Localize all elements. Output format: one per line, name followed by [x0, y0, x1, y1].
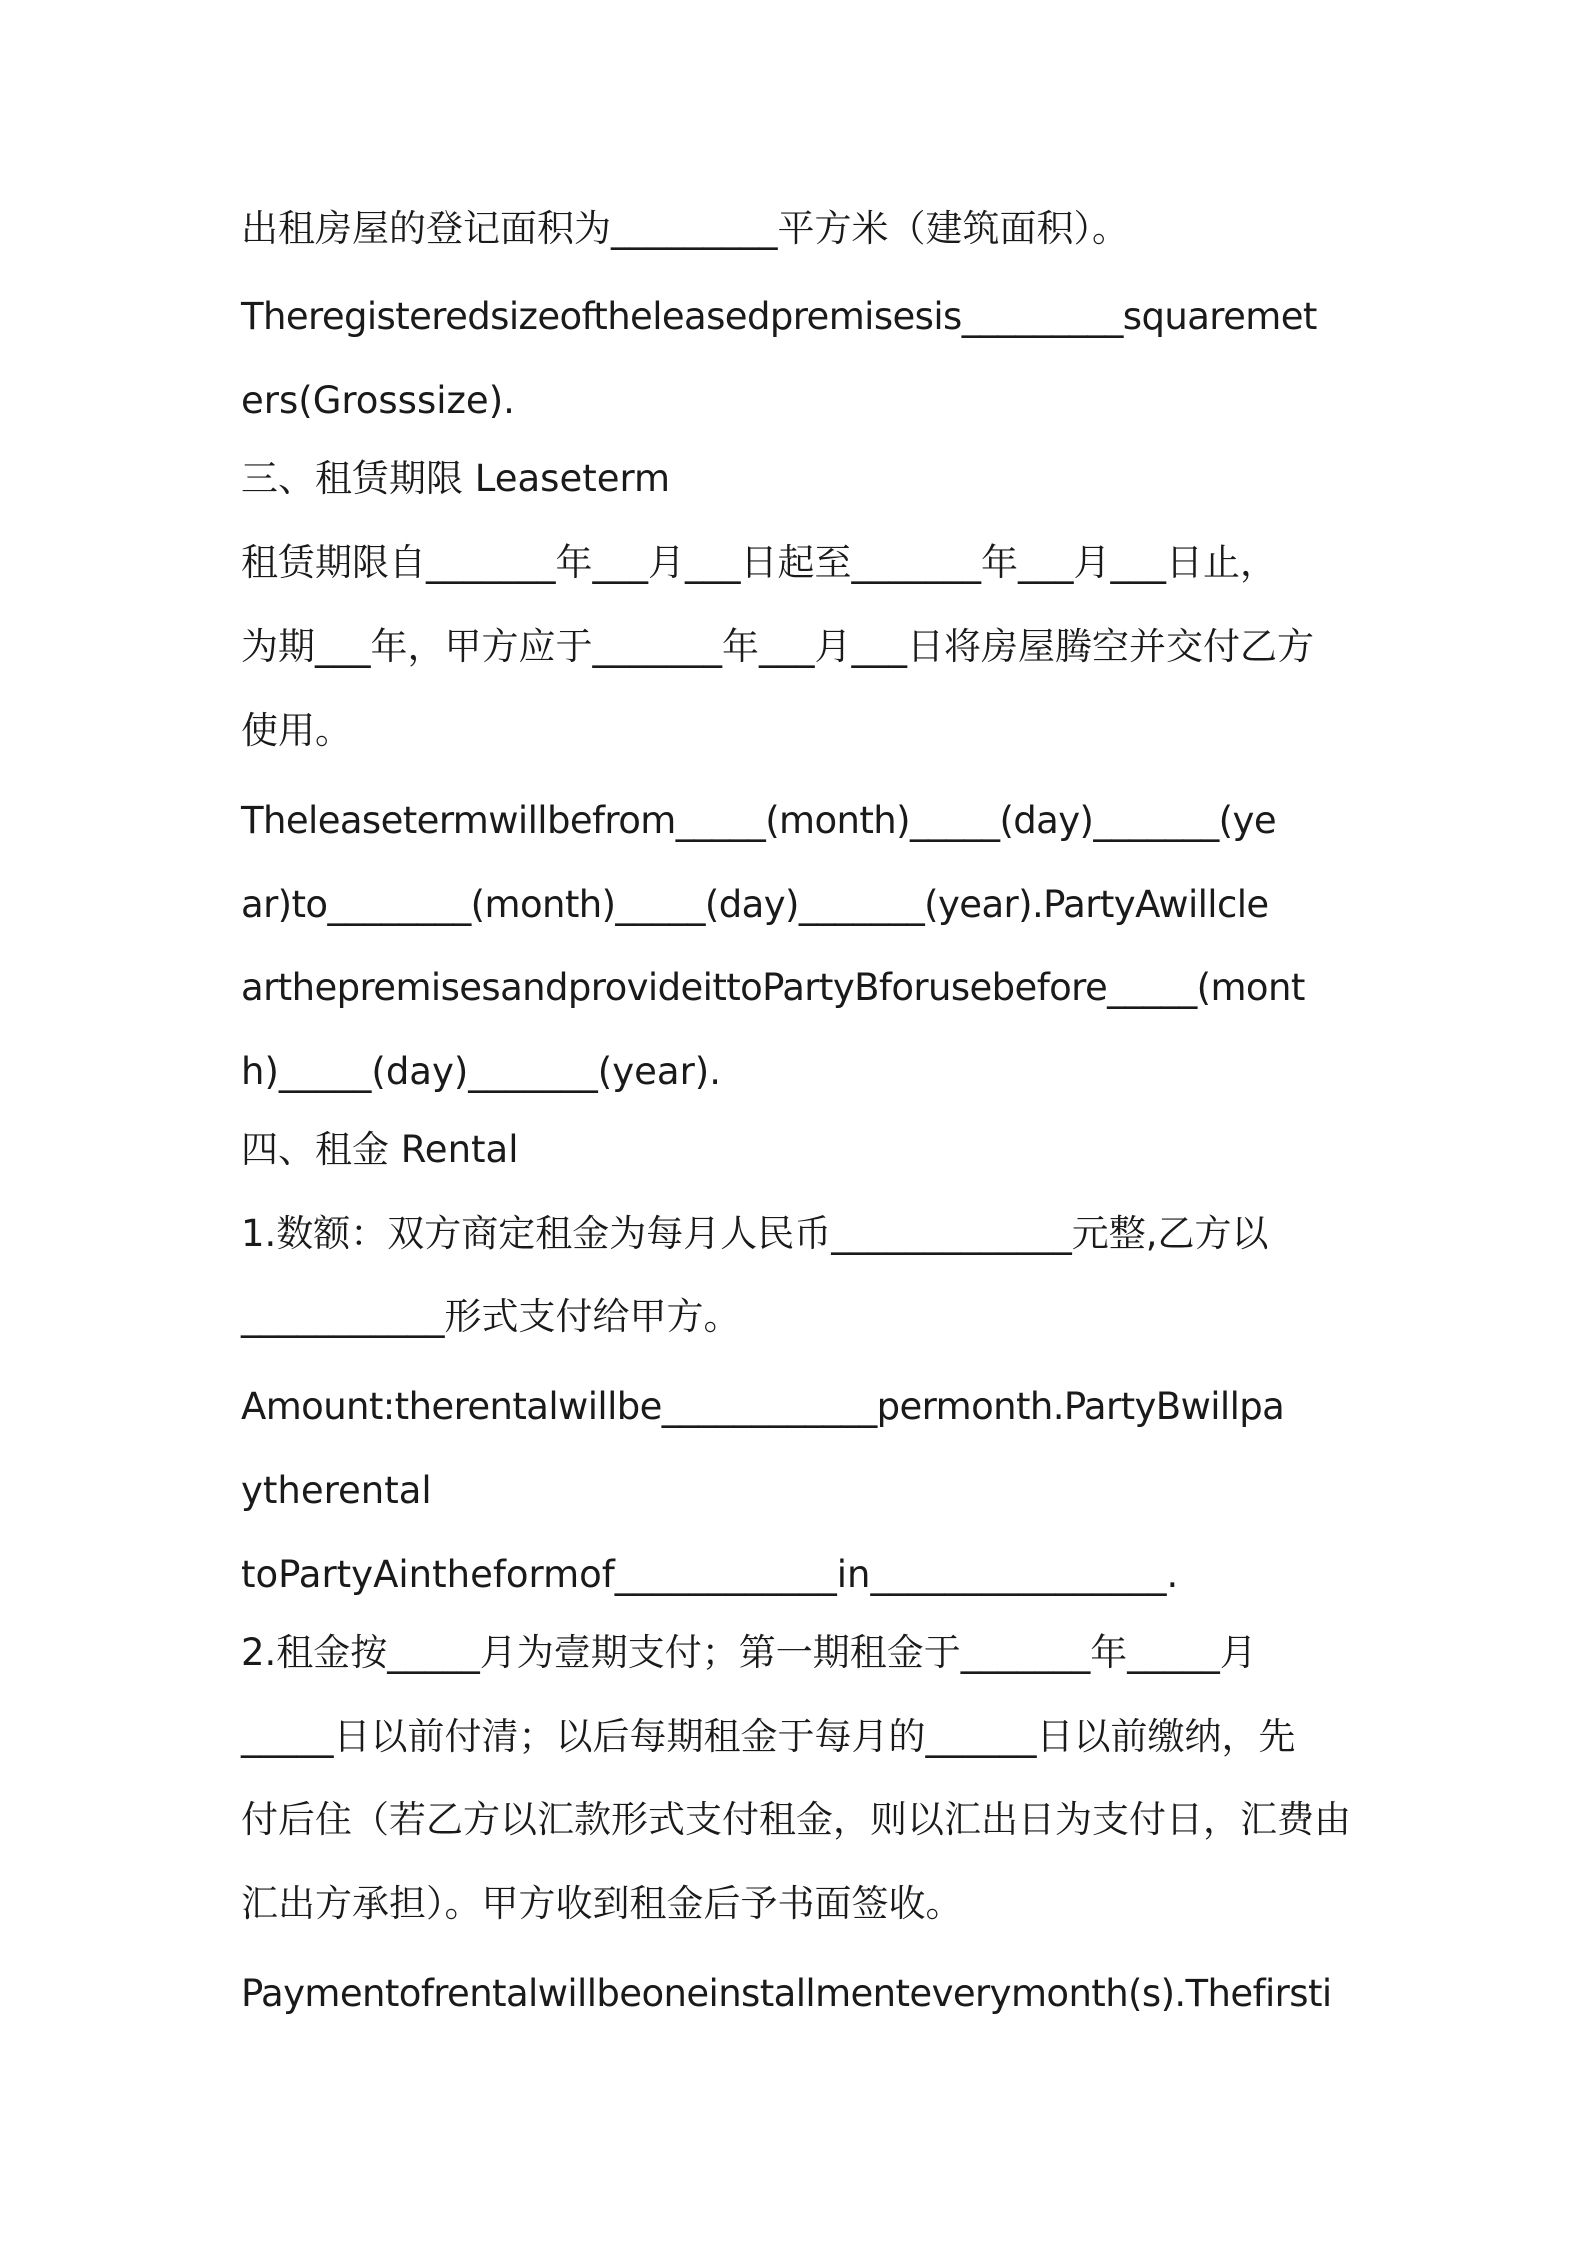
text-line: 汇出方承担）。甲方收到租金后予书面签收。 — [241, 1882, 963, 1925]
text-line: arthepremisesandprovideittoPartyBforusebefore_____(mont — [241, 966, 1305, 1009]
section-heading-rental: 四、租金 Rental — [241, 1128, 519, 1171]
text-line: Amount:therentalwillbe____________permonth.PartyBwillpa — [241, 1385, 1285, 1428]
text-line: ar)to________(month)_____(day)_______(year).PartyAwillcle — [241, 883, 1269, 926]
text-line: ers(Grosssize). — [241, 379, 515, 422]
text-line: _____日以前付清；以后每期租金于每月的______日以前缴纳，先 — [241, 1715, 1296, 1758]
text-line: 付后住（若乙方以汇款形式支付租金，则以汇出日为支付日，汇费由 — [241, 1798, 1351, 1841]
text-line: ___________形式支付给甲方。 — [241, 1295, 741, 1338]
text-line: Paymentofrentalwillbeoneinstallmenteverymonth(s).Thefirsti — [241, 1972, 1332, 2015]
text-line: 1.数额：双方商定租金为每月人民币_____________元整,乙方以 — [241, 1212, 1269, 1255]
text-line: 租赁期限自_______年___月___日起至_______年___月___日止， — [241, 541, 1277, 584]
text-line: 2.租金按_____月为壹期支付；第一期租金于_______年_____月 — [241, 1631, 1257, 1674]
text-line: toPartyAintheformof____________in________________. — [241, 1553, 1179, 1596]
text-line: 出租房屋的登记面积为_________平方米（建筑面积）。 — [241, 207, 1129, 250]
section-heading-lease-term: 三、租赁期限 Leaseterm — [241, 457, 671, 500]
text-line: Theleasetermwillbefrom_____(month)_____(day)_______(ye — [241, 799, 1276, 842]
text-line: 使用。 — [241, 709, 352, 752]
text-line: Theregisteredsizeoftheleasedpremisesis_________squaremet — [241, 295, 1317, 338]
text-line: ytherental — [241, 1469, 432, 1512]
text-line: 为期___年，甲方应于_______年___月___日将房屋腾空并交付乙方 — [241, 625, 1314, 668]
text-line: h)_____(day)_______(year). — [241, 1050, 721, 1093]
